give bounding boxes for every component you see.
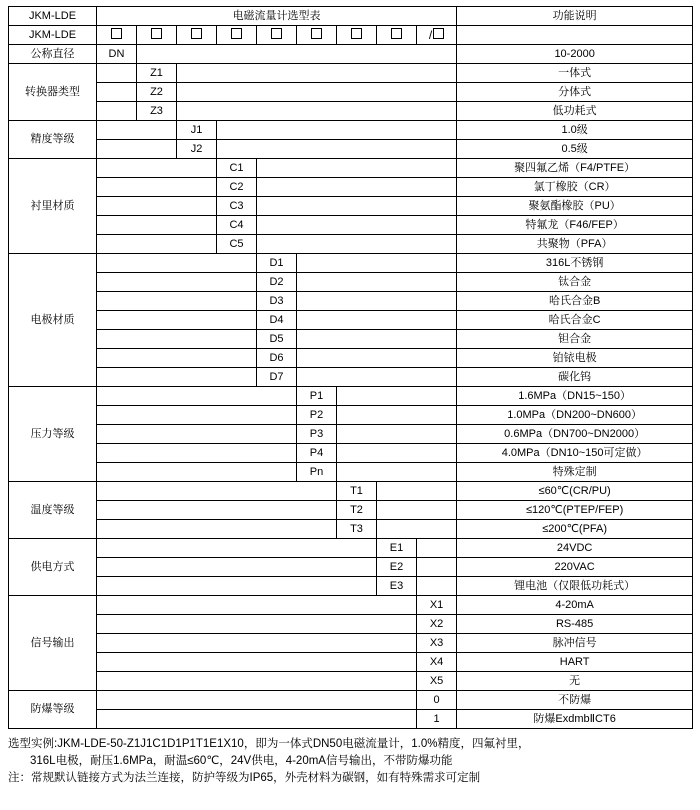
spacer-cell: [97, 710, 417, 729]
row-nominal-diameter: [9, 45, 693, 64]
spacer-cell: [97, 311, 257, 330]
desc-x4: HART: [457, 653, 693, 672]
spacer-cell: [97, 577, 377, 596]
row-converter-type-1: [9, 64, 693, 83]
code-z2: Z2: [137, 83, 177, 102]
row-temperature-2: [9, 501, 693, 520]
spacer-cell: [257, 235, 457, 254]
checkbox-icon[interactable]: [433, 28, 444, 39]
desc-t1: ≤60℃(CR/PU): [457, 482, 693, 501]
row-label-explosion-proof: 防爆等级: [9, 691, 97, 729]
code-j2: J2: [177, 140, 217, 159]
spacer-cell: [297, 349, 457, 368]
checkbox-icon[interactable]: [231, 28, 242, 39]
row-signal-2: [9, 615, 693, 634]
spacer-cell: [97, 140, 177, 159]
row-power-1: [9, 539, 693, 558]
code-z3: Z3: [137, 102, 177, 121]
row-explosion-1: [9, 691, 693, 710]
desc-c4: 特氟龙（F46/FEP）: [457, 216, 693, 235]
code-d1: D1: [257, 254, 297, 273]
code-c1: C1: [217, 159, 257, 178]
spacer-cell: [97, 463, 297, 482]
code-c2: C2: [217, 178, 257, 197]
spacer-cell: [97, 330, 257, 349]
desc-pn: 特殊定制: [457, 463, 693, 482]
box-cell-3[interactable]: [177, 26, 217, 45]
checkbox-icon[interactable]: [111, 28, 122, 39]
code-t2: T2: [337, 501, 377, 520]
spacer-cell: [337, 444, 457, 463]
box-cell-4[interactable]: [217, 26, 257, 45]
table-title-cell: [97, 7, 457, 26]
desc-c5: 共聚物（PFA）: [457, 235, 693, 254]
code-x3: X3: [417, 634, 457, 653]
checkbox-icon[interactable]: [391, 28, 402, 39]
spacer-cell: [97, 64, 137, 83]
row-signal-1: [9, 596, 693, 615]
row-pressure-5: [9, 463, 693, 482]
row-signal-5: [9, 672, 693, 691]
model-prefix-cell: JKM-LDE: [9, 7, 97, 26]
row-label-temperature: 温度等级: [9, 482, 97, 539]
row-pressure-3: [9, 425, 693, 444]
row-power-3: [9, 577, 693, 596]
spacer-cell: [337, 387, 457, 406]
code-d4: D4: [257, 311, 297, 330]
model-cell: JKM-LDE: [9, 26, 97, 45]
code-e3: E3: [377, 577, 417, 596]
row-lining-4: [9, 216, 693, 235]
spacer-cell: [97, 159, 217, 178]
desc-ex0: 不防爆: [457, 691, 693, 710]
code-c3: C3: [217, 197, 257, 216]
spacer-cell: [97, 520, 337, 539]
spacer-cell: [297, 273, 457, 292]
slash-separator: /: [428, 27, 433, 42]
row-lining-2: [9, 178, 693, 197]
notes-block: [8, 736, 692, 787]
table-header-row: [9, 7, 693, 26]
code-boxes-row: [9, 26, 693, 45]
spacer-cell: [97, 368, 257, 387]
spacer-cell: [337, 406, 457, 425]
desc-d4: 哈氏合金C: [457, 311, 693, 330]
spacer-cell: [177, 83, 457, 102]
desc-nominal-diameter: 10-2000: [457, 45, 693, 64]
function-desc-header-blank: [457, 26, 693, 45]
row-pressure-4: [9, 444, 693, 463]
spacer-cell: [97, 273, 257, 292]
spacer-cell: [137, 45, 457, 64]
spacer-cell: [97, 482, 337, 501]
table-title: 电磁流量计选型表: [232, 9, 321, 22]
row-accuracy-1: [9, 121, 693, 140]
spacer-cell: [97, 197, 217, 216]
spacer-cell: [97, 254, 257, 273]
spacer-cell: [97, 216, 217, 235]
desc-e2: 220VAC: [457, 558, 693, 577]
row-temperature-3: [9, 520, 693, 539]
code-z1: Z1: [137, 64, 177, 83]
note-remark: 注：常规默认链接方式为法兰连接，防护等级为IP65，外壳材料为碳钢，如有特殊需求可定制: [8, 772, 481, 784]
desc-x2: RS-485: [457, 615, 693, 634]
spacer-cell: [97, 615, 417, 634]
desc-t3: ≤200℃(PFA): [457, 520, 693, 539]
spacer-cell: [97, 178, 217, 197]
row-converter-type-3: [9, 102, 693, 121]
row-electrode-4: [9, 311, 693, 330]
desc-d5: 钽合金: [457, 330, 693, 349]
row-label-signal-output: 信号输出: [9, 596, 97, 691]
row-label-lining: 衬里材质: [9, 159, 97, 254]
spacer-cell: [297, 292, 457, 311]
row-lining-1: [9, 159, 693, 178]
checkbox-icon[interactable]: [191, 28, 202, 39]
row-lining-3: [9, 197, 693, 216]
row-electrode-3: [9, 292, 693, 311]
desc-e3: 锂电池（仅限低功耗式）: [457, 577, 693, 596]
code-p4: P4: [297, 444, 337, 463]
desc-d2: 钛合金: [457, 273, 693, 292]
row-converter-type-2: [9, 83, 693, 102]
desc-j2: 0.5级: [457, 140, 693, 159]
spacer-cell: [337, 425, 457, 444]
desc-d3: 哈氏合金B: [457, 292, 693, 311]
code-c4: C4: [217, 216, 257, 235]
spacer-cell: [97, 387, 297, 406]
spacer-cell: [97, 501, 337, 520]
code-dn: DN: [97, 45, 137, 64]
spacer-cell: [97, 444, 297, 463]
spacer-cell: [97, 425, 297, 444]
row-label-pressure: 压力等级: [9, 387, 97, 482]
spacer-cell: [417, 577, 457, 596]
code-e2: E2: [377, 558, 417, 577]
spacer-cell: [297, 254, 457, 273]
row-explosion-2: [9, 710, 693, 729]
spacer-cell: [377, 520, 457, 539]
note-example-line2: 316L电极，耐压1.6MPa，耐温≤60℃，24V供电，4-20mA信号输出，不带防爆功能: [30, 755, 453, 767]
code-t3: T3: [337, 520, 377, 539]
code-d6: D6: [257, 349, 297, 368]
row-label-power-supply: 供电方式: [9, 539, 97, 596]
spacer-cell: [377, 482, 457, 501]
code-x1: X1: [417, 596, 457, 615]
row-signal-3: [9, 634, 693, 653]
spacer-cell: [297, 311, 457, 330]
box-cell-1[interactable]: [97, 26, 137, 45]
note-example-line1: 选型实例:JKM-LDE-50-Z1J1C1D1P1T1E1X10，即为一体式DN50电磁流量计，1.0%精度，四氟衬里，: [8, 738, 530, 750]
desc-d6: 铂铱电极: [457, 349, 693, 368]
row-label-converter-type: 转换器类型: [9, 64, 97, 121]
row-electrode-5: [9, 330, 693, 349]
desc-p4: 4.0MPa（DN10~150可定做）: [457, 444, 693, 463]
box-cell-2[interactable]: [137, 26, 177, 45]
desc-x5: 无: [457, 672, 693, 691]
row-pressure-1: [9, 387, 693, 406]
spacer-cell: [97, 235, 217, 254]
spacer-cell: [257, 197, 457, 216]
row-electrode-1: [9, 254, 693, 273]
desc-ex1: 防爆ExdmbⅡCT6: [457, 710, 693, 729]
spacer-cell: [177, 102, 457, 121]
row-power-2: [9, 558, 693, 577]
checkbox-icon[interactable]: [311, 28, 322, 39]
row-electrode-2: [9, 273, 693, 292]
spacer-cell: [257, 159, 457, 178]
code-t1: T1: [337, 482, 377, 501]
desc-c3: 聚氨酯橡胶（PU）: [457, 197, 693, 216]
box-cell-8[interactable]: [377, 26, 417, 45]
row-label-nominal-diameter: 公称直径: [9, 45, 97, 64]
spacer-cell: [297, 330, 457, 349]
spacer-cell: [217, 121, 457, 140]
row-accuracy-2: [9, 140, 693, 159]
spacer-cell: [97, 634, 417, 653]
spacer-cell: [97, 596, 417, 615]
desc-p3: 0.6MPa（DN700~DN2000）: [457, 425, 693, 444]
desc-j1: 1.0级: [457, 121, 693, 140]
spacer-cell: [97, 653, 417, 672]
desc-x1: 4-20mA: [457, 596, 693, 615]
code-d2: D2: [257, 273, 297, 292]
spacer-cell: [97, 292, 257, 311]
spacer-cell: [217, 140, 457, 159]
spacer-cell: [177, 64, 457, 83]
code-ex0: 0: [417, 691, 457, 710]
spacer-cell: [97, 349, 257, 368]
checkbox-icon[interactable]: [271, 28, 282, 39]
box-cell-6[interactable]: [297, 26, 337, 45]
desc-c1: 聚四氟乙烯（F4/PTFE）: [457, 159, 693, 178]
spacer-cell: [97, 539, 377, 558]
code-x4: X4: [417, 653, 457, 672]
row-signal-4: [9, 653, 693, 672]
desc-z2: 分体式: [457, 83, 693, 102]
code-e1: E1: [377, 539, 417, 558]
spacer-cell: [337, 463, 457, 482]
desc-z1: 一体式: [457, 64, 693, 83]
code-c5: C5: [217, 235, 257, 254]
spacer-cell: [97, 102, 137, 121]
code-x2: X2: [417, 615, 457, 634]
desc-c2: 氯丁橡胶（CR）: [457, 178, 693, 197]
spacer-cell: [97, 672, 417, 691]
selection-table: [8, 6, 693, 729]
function-title-cell: 功能说明: [457, 7, 693, 26]
box-cell-5[interactable]: [257, 26, 297, 45]
code-d3: D3: [257, 292, 297, 311]
code-d5: D5: [257, 330, 297, 349]
desc-d7: 碳化钨: [457, 368, 693, 387]
row-lining-5: [9, 235, 693, 254]
box-cell-7[interactable]: [337, 26, 377, 45]
spacer-cell: [257, 216, 457, 235]
row-label-accuracy: 精度等级: [9, 121, 97, 159]
desc-e1: 24VDC: [457, 539, 693, 558]
row-electrode-6: [9, 349, 693, 368]
desc-p2: 1.0MPa（DN200~DN600）: [457, 406, 693, 425]
code-pn: Pn: [297, 463, 337, 482]
spacer-cell: [257, 178, 457, 197]
code-d7: D7: [257, 368, 297, 387]
spacer-cell: [97, 121, 177, 140]
row-pressure-2: [9, 406, 693, 425]
desc-z3: 低功耗式: [457, 102, 693, 121]
spacer-cell: [297, 368, 457, 387]
spacer-cell: [377, 501, 457, 520]
desc-p1: 1.6MPa（DN15~150）: [457, 387, 693, 406]
code-j1: J1: [177, 121, 217, 140]
code-ex1: 1: [417, 710, 457, 729]
spacer-cell: [97, 691, 417, 710]
desc-t2: ≤120℃(PTEP/FEP): [457, 501, 693, 520]
spacer-cell: [97, 83, 137, 102]
spacer-cell: [97, 558, 377, 577]
row-label-electrode: 电极材质: [9, 254, 97, 387]
spacer-cell: [97, 406, 297, 425]
spacer-cell: [417, 539, 457, 558]
box-cell-9[interactable]: [417, 26, 457, 45]
spacer-cell: [417, 558, 457, 577]
checkbox-icon[interactable]: [351, 28, 362, 39]
desc-x3: 脉冲信号: [457, 634, 693, 653]
desc-d1: 316L不锈钢: [457, 254, 693, 273]
code-p3: P3: [297, 425, 337, 444]
row-temperature-1: [9, 482, 693, 501]
checkbox-icon[interactable]: [151, 28, 162, 39]
code-p2: P2: [297, 406, 337, 425]
code-p1: P1: [297, 387, 337, 406]
row-electrode-7: [9, 368, 693, 387]
code-x5: X5: [417, 672, 457, 691]
